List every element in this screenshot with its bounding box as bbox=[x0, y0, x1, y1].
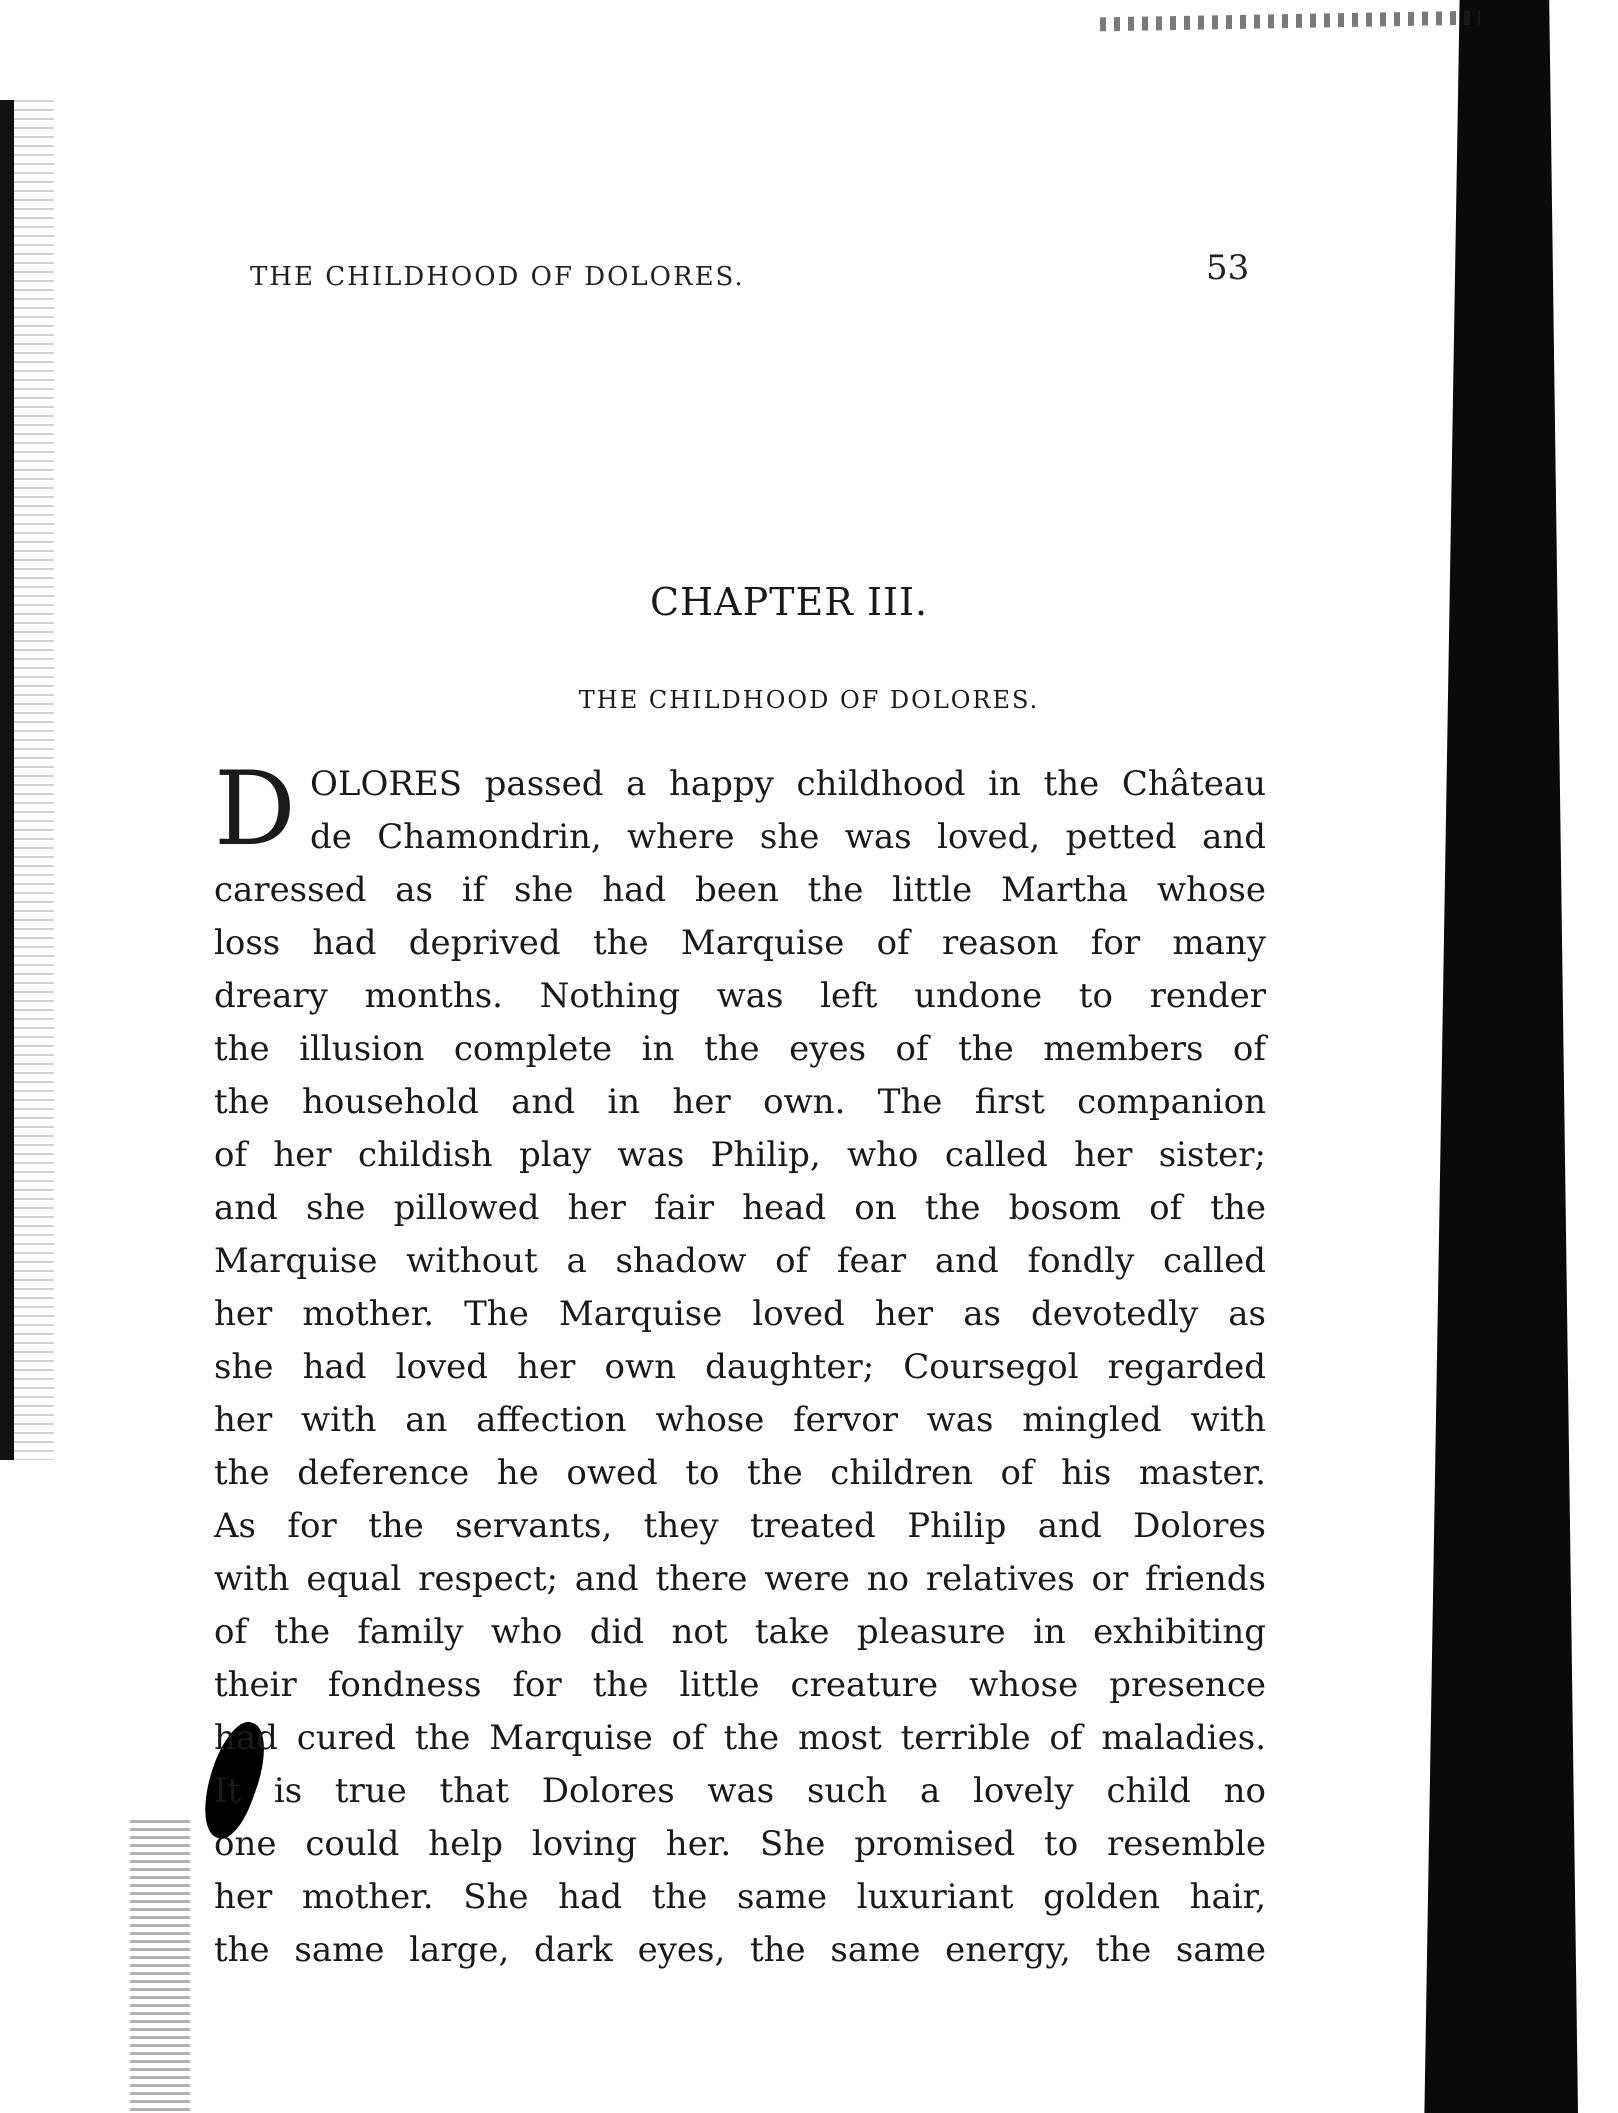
text-line: It is true that Dolores was such a lovely child no bbox=[214, 1771, 1266, 1811]
text-line: she had loved her own daughter; Coursegol regarded bbox=[214, 1347, 1266, 1387]
text-line: her mother. She had the same luxuriant golden hair, bbox=[214, 1877, 1266, 1917]
text-line: of the family who did not take pleasure in exhibiting bbox=[214, 1612, 1266, 1652]
text-line: the deference he owed to the children of his master. bbox=[214, 1453, 1266, 1493]
text-line: de Chamondrin, where she was loved, petted and bbox=[310, 817, 1266, 857]
text-line: OLORES passed a happy childhood in the Château bbox=[310, 764, 1266, 804]
chapter-title: CHAPTER III. bbox=[649, 580, 929, 624]
text-line: loss had deprived the Marquise of reason for many bbox=[214, 923, 1266, 963]
text-line: the household and in her own. The first companion bbox=[214, 1082, 1266, 1122]
drop-cap: D bbox=[214, 750, 296, 869]
text-line: with equal respect; and there were no relatives or friends bbox=[214, 1559, 1266, 1599]
text-line: the illusion complete in the eyes of the members of bbox=[214, 1029, 1266, 1069]
text-line: her mother. The Marquise loved her as devotedly as bbox=[214, 1294, 1266, 1334]
text-line: the same large, dark eyes, the same energy, the same bbox=[214, 1930, 1266, 1970]
page-number: 53 bbox=[1206, 248, 1250, 288]
text-line: of her childish play was Philip, who called her sister; bbox=[214, 1135, 1266, 1175]
text-line: had cured the Marquise of the most terrible of maladies. bbox=[214, 1718, 1266, 1758]
text-line: one could help loving her. She promised to resemble bbox=[214, 1824, 1266, 1864]
scan-edge-left bbox=[0, 100, 14, 1460]
running-head: THE CHILDHOOD OF DOLORES. bbox=[250, 262, 745, 292]
text-line: dreary months. Nothing was left undone to render bbox=[214, 976, 1266, 1016]
body-text bbox=[214, 750, 1266, 1977]
scan-noise-bottom-left bbox=[130, 1820, 190, 2113]
text-line: their fondness for the little creature whose presence bbox=[214, 1665, 1266, 1705]
text-line: and she pillowed her fair head on the bosom of the bbox=[214, 1188, 1266, 1228]
chapter-subtitle: THE CHILDHOOD OF DOLORES. bbox=[578, 686, 1040, 714]
scan-noise-left bbox=[14, 100, 54, 1460]
text-line: her with an affection whose fervor was mingled with bbox=[214, 1400, 1266, 1440]
text-line: caressed as if she had been the little Martha whose bbox=[214, 870, 1266, 910]
text-line: Marquise without a shadow of fear and fondly called bbox=[214, 1241, 1266, 1281]
text-line: As for the servants, they treated Philip and Dolores bbox=[214, 1506, 1266, 1546]
